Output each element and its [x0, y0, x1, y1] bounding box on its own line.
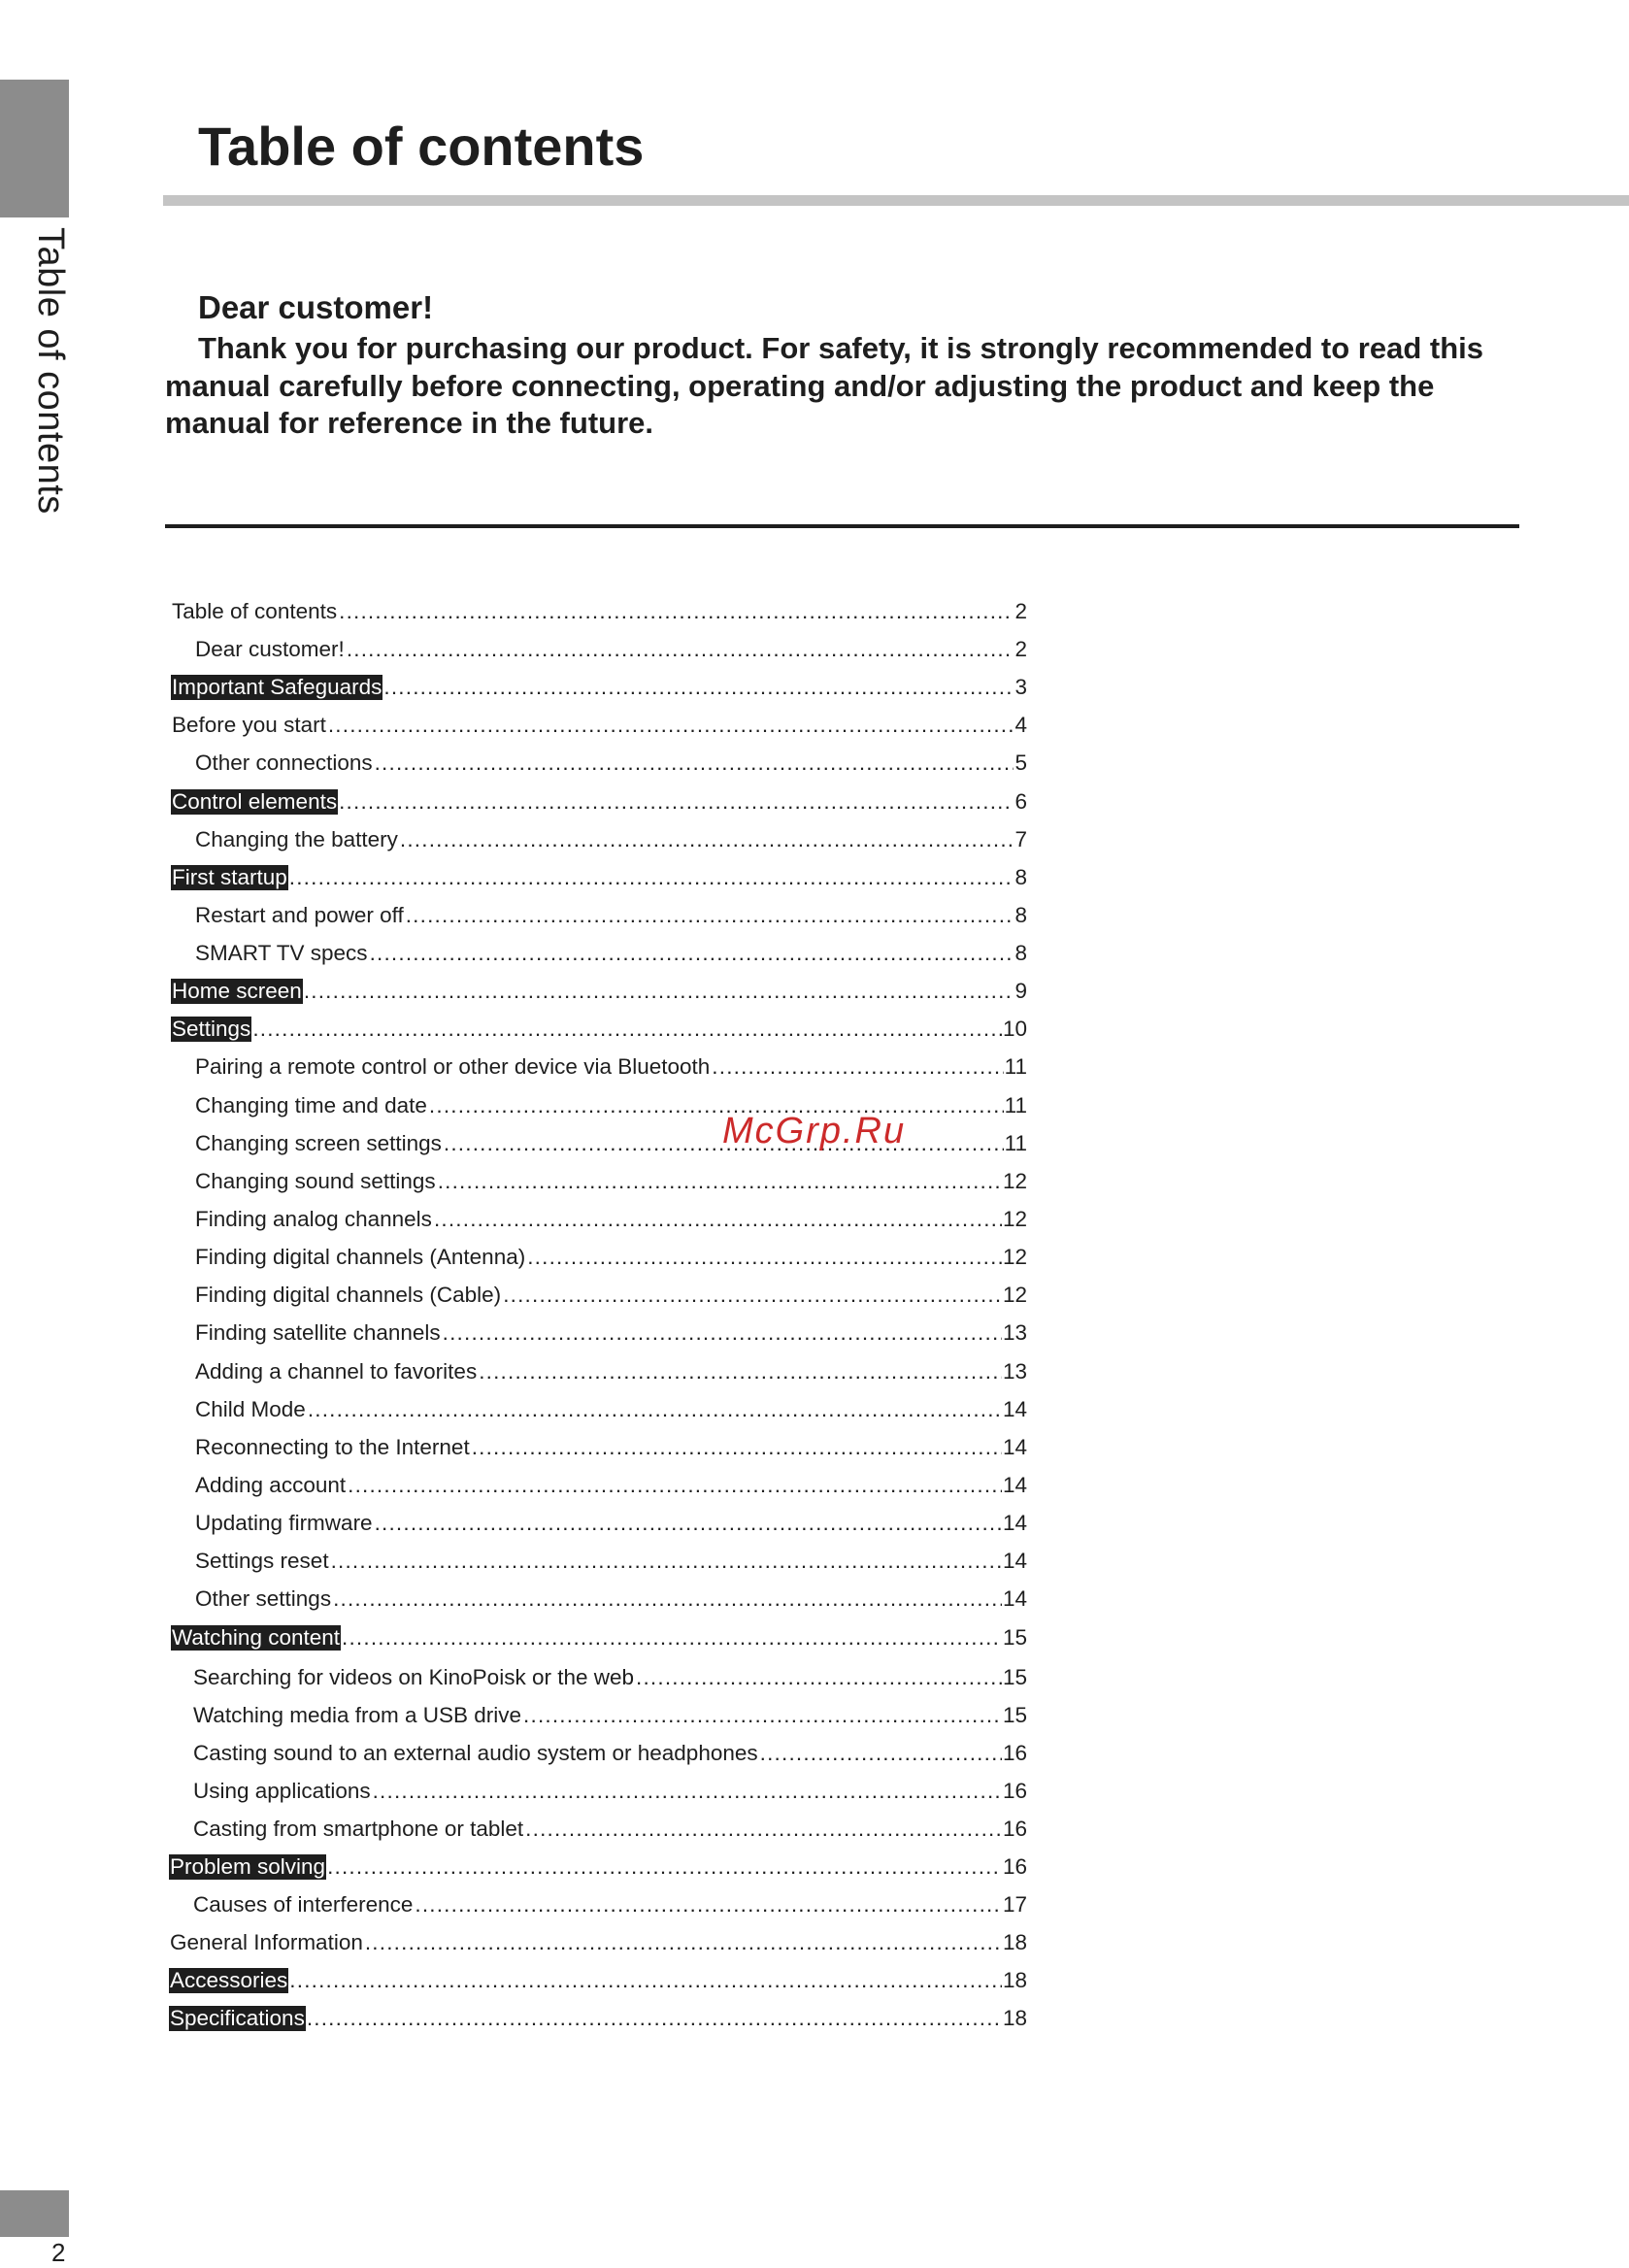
toc-entry-page: 12 [1002, 1207, 1027, 1231]
toc-entry-page: 16 [1002, 1741, 1027, 1765]
toc-entry[interactable] [194, 1430, 1027, 1465]
toc-entry[interactable] [192, 1736, 1027, 1771]
toc-entry-page: 15 [1002, 1625, 1027, 1650]
toc-leader-dots [348, 1473, 1002, 1498]
toc-entry-title: First startup [172, 865, 287, 889]
toc-entry-page: 18 [1002, 1968, 1027, 1992]
toc-leader-dots [331, 1549, 1002, 1574]
toc-entry[interactable] [171, 860, 1027, 895]
toc-entry[interactable] [192, 1887, 1027, 1922]
toc-entry-title: Finding satellite channels [195, 1320, 441, 1345]
toc-entry-page: 8 [1014, 941, 1027, 965]
toc-leader-dots [375, 1511, 1002, 1536]
toc-leader-dots [304, 979, 1014, 1004]
toc-leader-dots [527, 1245, 1002, 1270]
toc-entry-page: 11 [1004, 1054, 1027, 1079]
page-number: 2 [51, 2238, 66, 2267]
toc-leader-dots [342, 1625, 1002, 1651]
toc-entry-page: 14 [1002, 1511, 1027, 1535]
toc-entry-page: 12 [1002, 1283, 1027, 1307]
toc-entry[interactable] [192, 1698, 1027, 1733]
toc-entry-title: Table of contents [172, 599, 338, 623]
toc-entry-title: General Information [170, 1930, 363, 1954]
toc-entry-page: 14 [1002, 1435, 1027, 1459]
toc-entry[interactable] [194, 1164, 1027, 1199]
toc-entry-title: Settings reset [195, 1549, 329, 1573]
toc-entry-page: 14 [1002, 1397, 1027, 1421]
toc-leader-dots [434, 1207, 1002, 1232]
toc-entry-title: Changing time and date [195, 1093, 427, 1117]
toc-entry-title: Using applications [193, 1779, 371, 1803]
toc-entry[interactable] [171, 670, 1027, 705]
toc-entry-page: 3 [1014, 675, 1027, 699]
toc-entry-title: Dear customer! [195, 637, 345, 661]
toc-entry-page: 2 [1014, 599, 1027, 623]
toc-entry-title: SMART TV specs [195, 941, 368, 965]
page-title: Table of contents [198, 116, 645, 177]
toc-leader-dots [438, 1169, 1002, 1194]
toc-leader-dots [365, 1930, 1002, 1955]
toc-entry[interactable] [171, 594, 1027, 629]
toc-leader-dots [760, 1741, 1002, 1766]
toc-entry-title: Casting sound to an external audio system or headphones [193, 1741, 758, 1765]
toc-leader-dots [347, 637, 1014, 662]
toc-entry-title: Specifications [170, 2006, 305, 2030]
toc-leader-dots [472, 1435, 1002, 1460]
toc-entry[interactable] [171, 784, 1027, 819]
toc-entry[interactable] [194, 936, 1027, 971]
toc-entry[interactable] [169, 1963, 1027, 1998]
toc-entry-title: Child Mode [195, 1397, 306, 1421]
toc-entry-page: 8 [1014, 865, 1027, 889]
toc-entry[interactable] [194, 746, 1027, 781]
toc-entry[interactable] [194, 1582, 1027, 1617]
toc-leader-dots [339, 599, 1014, 624]
toc-leader-dots [415, 1892, 1002, 1918]
toc-entry-page: 12 [1002, 1245, 1027, 1269]
toc-entry-page: 14 [1002, 1473, 1027, 1497]
toc-leader-dots [327, 1854, 1002, 1880]
toc-leader-dots [289, 1968, 1002, 1993]
toc-entry[interactable] [194, 898, 1027, 933]
toc-entry-page: 4 [1014, 713, 1027, 737]
toc-entry[interactable] [169, 1850, 1027, 1884]
toc-entry-title: Finding digital channels (Antenna) [195, 1245, 526, 1269]
toc-entry-title: Updating firmware [195, 1511, 373, 1535]
toc-entry[interactable] [171, 1012, 1027, 1047]
toc-entry-page: 14 [1002, 1549, 1027, 1573]
toc-entry-title: Finding analog channels [195, 1207, 432, 1231]
toc-entry-title: Searching for videos on KinoPoisk or the web [193, 1665, 635, 1689]
toc-entry-title: Pairing a remote control or other device via Bluetooth [195, 1054, 711, 1079]
toc-entry[interactable] [171, 708, 1027, 743]
side-section-label: Table of contents [30, 227, 71, 515]
toc-entry-title: Watching content [172, 1625, 341, 1650]
toc-entry-title: Changing screen settings [195, 1131, 442, 1155]
toc-leader-dots [308, 1397, 1002, 1422]
toc-entry-page: 10 [1002, 1017, 1027, 1041]
toc-leader-dots [339, 789, 1014, 815]
toc-entry-page: 18 [1002, 1930, 1027, 1954]
toc-entry-page: 11 [1004, 1093, 1027, 1117]
toc-entry-title: Control elements [172, 789, 338, 814]
toc-entry[interactable] [194, 1278, 1027, 1313]
toc-entry-title: Important Safeguards [172, 675, 382, 699]
toc-entry-title: Other connections [195, 750, 373, 775]
toc-entry[interactable] [194, 1506, 1027, 1541]
toc-leader-dots [429, 1093, 1004, 1118]
toc-entry-title: Casting from smartphone or tablet [193, 1817, 524, 1841]
toc-entry-page: 7 [1014, 827, 1027, 851]
toc-leader-dots [712, 1054, 1003, 1080]
toc-entry[interactable] [194, 1544, 1027, 1579]
toc-entry-title: Accessories [170, 1968, 288, 1992]
toc-leader-dots [406, 903, 1014, 928]
toc-leader-dots [375, 750, 1014, 776]
toc-entry-title: Finding digital channels (Cable) [195, 1283, 502, 1307]
toc-entry[interactable] [192, 1812, 1027, 1847]
toc-entry[interactable] [192, 1774, 1027, 1809]
toc-entry-page: 9 [1014, 979, 1027, 1003]
toc-entry[interactable] [171, 974, 1027, 1009]
toc-entry-title: Problem solving [170, 1854, 326, 1879]
toc-entry-title: Other settings [195, 1586, 332, 1611]
toc-leader-dots [479, 1359, 1002, 1384]
toc-leader-dots [252, 1017, 1002, 1042]
toc-entry-page: 8 [1014, 903, 1027, 927]
toc-entry-page: 18 [1002, 2006, 1027, 2030]
toc-entry[interactable] [194, 1240, 1027, 1275]
toc-entry[interactable] [192, 1660, 1027, 1695]
toc-entry-title: Before you start [172, 713, 326, 737]
greeting: Dear customer! [198, 289, 434, 325]
toc-entry-page: 13 [1002, 1320, 1027, 1345]
toc-leader-dots [307, 2006, 1002, 2031]
toc-entry[interactable] [169, 2001, 1027, 2036]
toc-entry-page: 15 [1002, 1665, 1027, 1689]
toc-entry-title: Watching media from a USB drive [193, 1703, 522, 1727]
toc-entry-page: 16 [1002, 1779, 1027, 1803]
toc-leader-dots [636, 1665, 1002, 1690]
toc-entry[interactable] [194, 632, 1027, 667]
toc-entry-page: 15 [1002, 1703, 1027, 1727]
toc-entry-page: 6 [1014, 789, 1027, 814]
toc-leader-dots [503, 1283, 1002, 1308]
toc-entry[interactable] [169, 1925, 1027, 1960]
toc-entry-page: 16 [1002, 1854, 1027, 1879]
toc-leader-dots [289, 865, 1014, 890]
toc-leader-dots [443, 1320, 1002, 1346]
toc-entry-page: 12 [1002, 1169, 1027, 1193]
toc-entry-page: 13 [1002, 1359, 1027, 1384]
toc-leader-dots [373, 1779, 1002, 1804]
toc-entry-page: 11 [1004, 1131, 1027, 1155]
toc-leader-dots [383, 675, 1014, 700]
toc-entry-title: Changing the battery [195, 827, 398, 851]
toc-entry[interactable] [194, 1316, 1027, 1351]
toc-entry[interactable] [194, 1050, 1027, 1084]
toc-entry-page: 16 [1002, 1817, 1027, 1841]
toc-entry[interactable] [194, 1202, 1027, 1237]
toc-leader-dots [328, 713, 1014, 738]
toc-entry-title: Adding account [195, 1473, 347, 1497]
toc-entry[interactable] [194, 1354, 1027, 1389]
toc-entry[interactable] [194, 822, 1027, 857]
toc-entry-page: 14 [1002, 1586, 1027, 1611]
toc-leader-dots [370, 941, 1014, 966]
toc-entry-title: Causes of interference [193, 1892, 414, 1917]
toc-entry-page: 2 [1014, 637, 1027, 661]
toc-entry-title: Restart and power off [195, 903, 404, 927]
toc-entry-title: Settings [172, 1017, 251, 1041]
toc-entry-title: Reconnecting to the Internet [195, 1435, 470, 1459]
toc-entry-title: Home screen [172, 979, 302, 1003]
toc-leader-dots [525, 1817, 1002, 1842]
toc-entry-title: Adding a channel to favorites [195, 1359, 478, 1384]
toc-entry-page: 17 [1002, 1892, 1027, 1917]
watermark: McGrp.Ru [722, 1111, 907, 1151]
toc-leader-dots [400, 827, 1014, 852]
toc-leader-dots [333, 1586, 1002, 1612]
toc-entry-title: Changing sound settings [195, 1169, 436, 1193]
toc-entry[interactable] [171, 1620, 1027, 1655]
toc-leader-dots [523, 1703, 1002, 1728]
intro-paragraph: Thank you for purchasing our product. For safety, it is strongly recommended to read this manual carefully before connecting, operating and/or adjusting the product and keep the manual for reference in the future. [165, 331, 1483, 440]
toc-entry[interactable] [194, 1392, 1027, 1427]
toc-entry-page: 5 [1014, 750, 1027, 775]
toc-entry[interactable] [194, 1468, 1027, 1503]
